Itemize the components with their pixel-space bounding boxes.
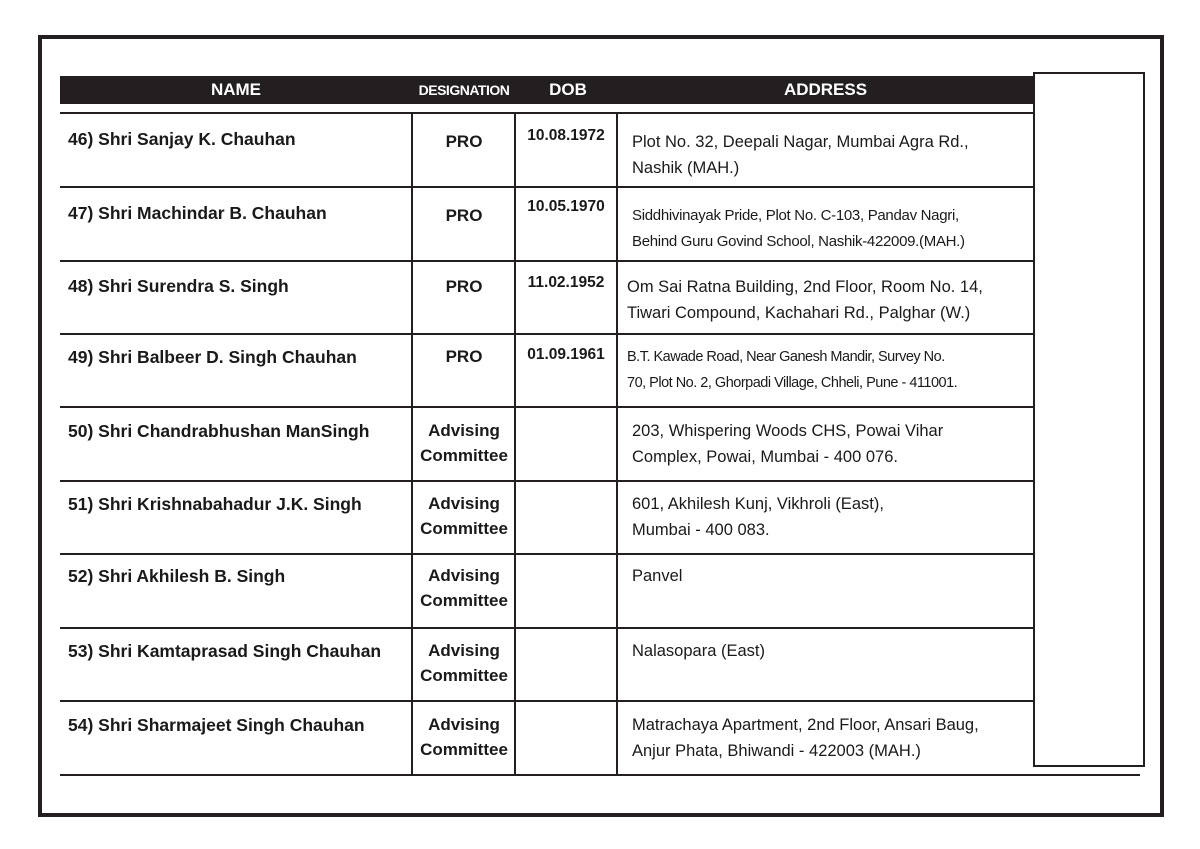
header-name: NAME <box>210 80 262 99</box>
address-line: Anjur Phata, Bhiwandi - 422003 (MAH.) <box>632 742 921 760</box>
address-line: Matrachaya Apartment, 2nd Floor, Ansari Baug, <box>632 716 979 734</box>
member-designation: PRO <box>445 347 483 366</box>
address-line: Nalasopara (East) <box>632 642 765 660</box>
table-row <box>60 702 1033 775</box>
designation-line: Committee <box>420 591 508 610</box>
designation-line: Advising <box>428 715 500 734</box>
designation-line: Committee <box>420 446 508 465</box>
member-designation: PRO <box>445 132 483 151</box>
member-designation <box>412 638 516 688</box>
member-address <box>632 418 1042 470</box>
member-dob: 11.02.1952 <box>527 274 605 291</box>
member-designation <box>412 418 516 468</box>
address-line: Siddhivinayak Pride, Plot No. C-103, Pandav Nagri, <box>632 207 959 224</box>
designation-line: Committee <box>420 666 508 685</box>
designation-line: Advising <box>428 494 500 513</box>
designation-line: Advising <box>428 421 500 440</box>
header-dob: DOB <box>549 80 587 99</box>
table-row <box>60 188 1033 261</box>
member-name: 54) Shri Sharmajeet Singh Chauhan <box>68 715 365 735</box>
designation-line: Advising <box>428 566 500 585</box>
member-name: 46) Shri Sanjay K. Chauhan <box>68 129 296 149</box>
side-photo-box <box>1033 72 1145 767</box>
address-line: Tiwari Compound, Kachahari Rd., Palghar (W.) <box>627 304 971 322</box>
member-designation <box>412 491 516 541</box>
header-address: ADDRESS <box>783 80 868 99</box>
table-row <box>60 629 1033 702</box>
designation-line: Advising <box>428 641 500 660</box>
table-row <box>60 114 1033 187</box>
address-line: B.T. Kawade Road, Near Ganesh Mandir, Survey No. <box>627 349 945 365</box>
member-name: 49) Shri Balbeer D. Singh Chauhan <box>68 347 357 367</box>
address-line: 70, Plot No. 2, Ghorpadi Village, Chheli, Pune - 411001. <box>627 375 958 391</box>
member-designation <box>412 563 516 613</box>
member-name: 52) Shri Akhilesh B. Singh <box>68 566 286 586</box>
designation-line: Committee <box>420 740 508 759</box>
table-row <box>60 335 1033 408</box>
table-bottom-rule <box>60 774 1140 776</box>
table-row <box>60 555 1033 628</box>
member-address <box>632 491 1042 543</box>
address-line: Complex, Powai, Mumbai - 400 076. <box>632 448 898 466</box>
designation-line: Committee <box>420 519 508 538</box>
address-line: Plot No. 32, Deepali Nagar, Mumbai Agra Rd., <box>632 133 969 151</box>
table-row <box>60 482 1033 555</box>
member-address <box>632 712 1042 764</box>
member-name: 47) Shri Machindar B. Chauhan <box>68 203 327 223</box>
member-name: 48) Shri Surendra S. Singh <box>68 276 289 296</box>
address-line: 601, Akhilesh Kunj, Vikhroli (East), <box>632 495 884 513</box>
table-row <box>60 408 1033 481</box>
member-name: 51) Shri Krishnabahadur J.K. Singh <box>68 494 362 514</box>
address-line: Om Sai Ratna Building, 2nd Floor, Room No. 14, <box>627 278 983 296</box>
member-address <box>632 638 1042 664</box>
member-dob: 10.05.1970 <box>527 198 605 215</box>
member-address <box>632 129 1042 181</box>
member-dob: 10.08.1972 <box>527 127 605 144</box>
member-name: 53) Shri Kamtaprasad Singh Chauhan <box>68 641 382 661</box>
member-address <box>627 274 1037 326</box>
member-designation: PRO <box>445 206 483 225</box>
table-header <box>60 76 1033 104</box>
address-line: 203, Whispering Woods CHS, Powai Vihar <box>632 422 944 440</box>
member-dob: 01.09.1961 <box>527 346 605 363</box>
member-address <box>632 203 1042 255</box>
member-name: 50) Shri Chandrabhushan ManSingh <box>68 421 370 441</box>
address-line: Behind Guru Govind School, Nashik-422009.(MAH.) <box>632 233 965 250</box>
address-line: Panvel <box>632 567 683 585</box>
member-designation: PRO <box>445 277 483 296</box>
member-address <box>627 344 1037 396</box>
table-row <box>60 262 1033 335</box>
address-line: Nashik (MAH.) <box>632 159 740 177</box>
member-address <box>632 563 1042 589</box>
address-line: Mumbai - 400 083. <box>632 521 770 539</box>
member-designation <box>412 712 516 762</box>
header-designation: DESIGNATION <box>418 82 510 98</box>
